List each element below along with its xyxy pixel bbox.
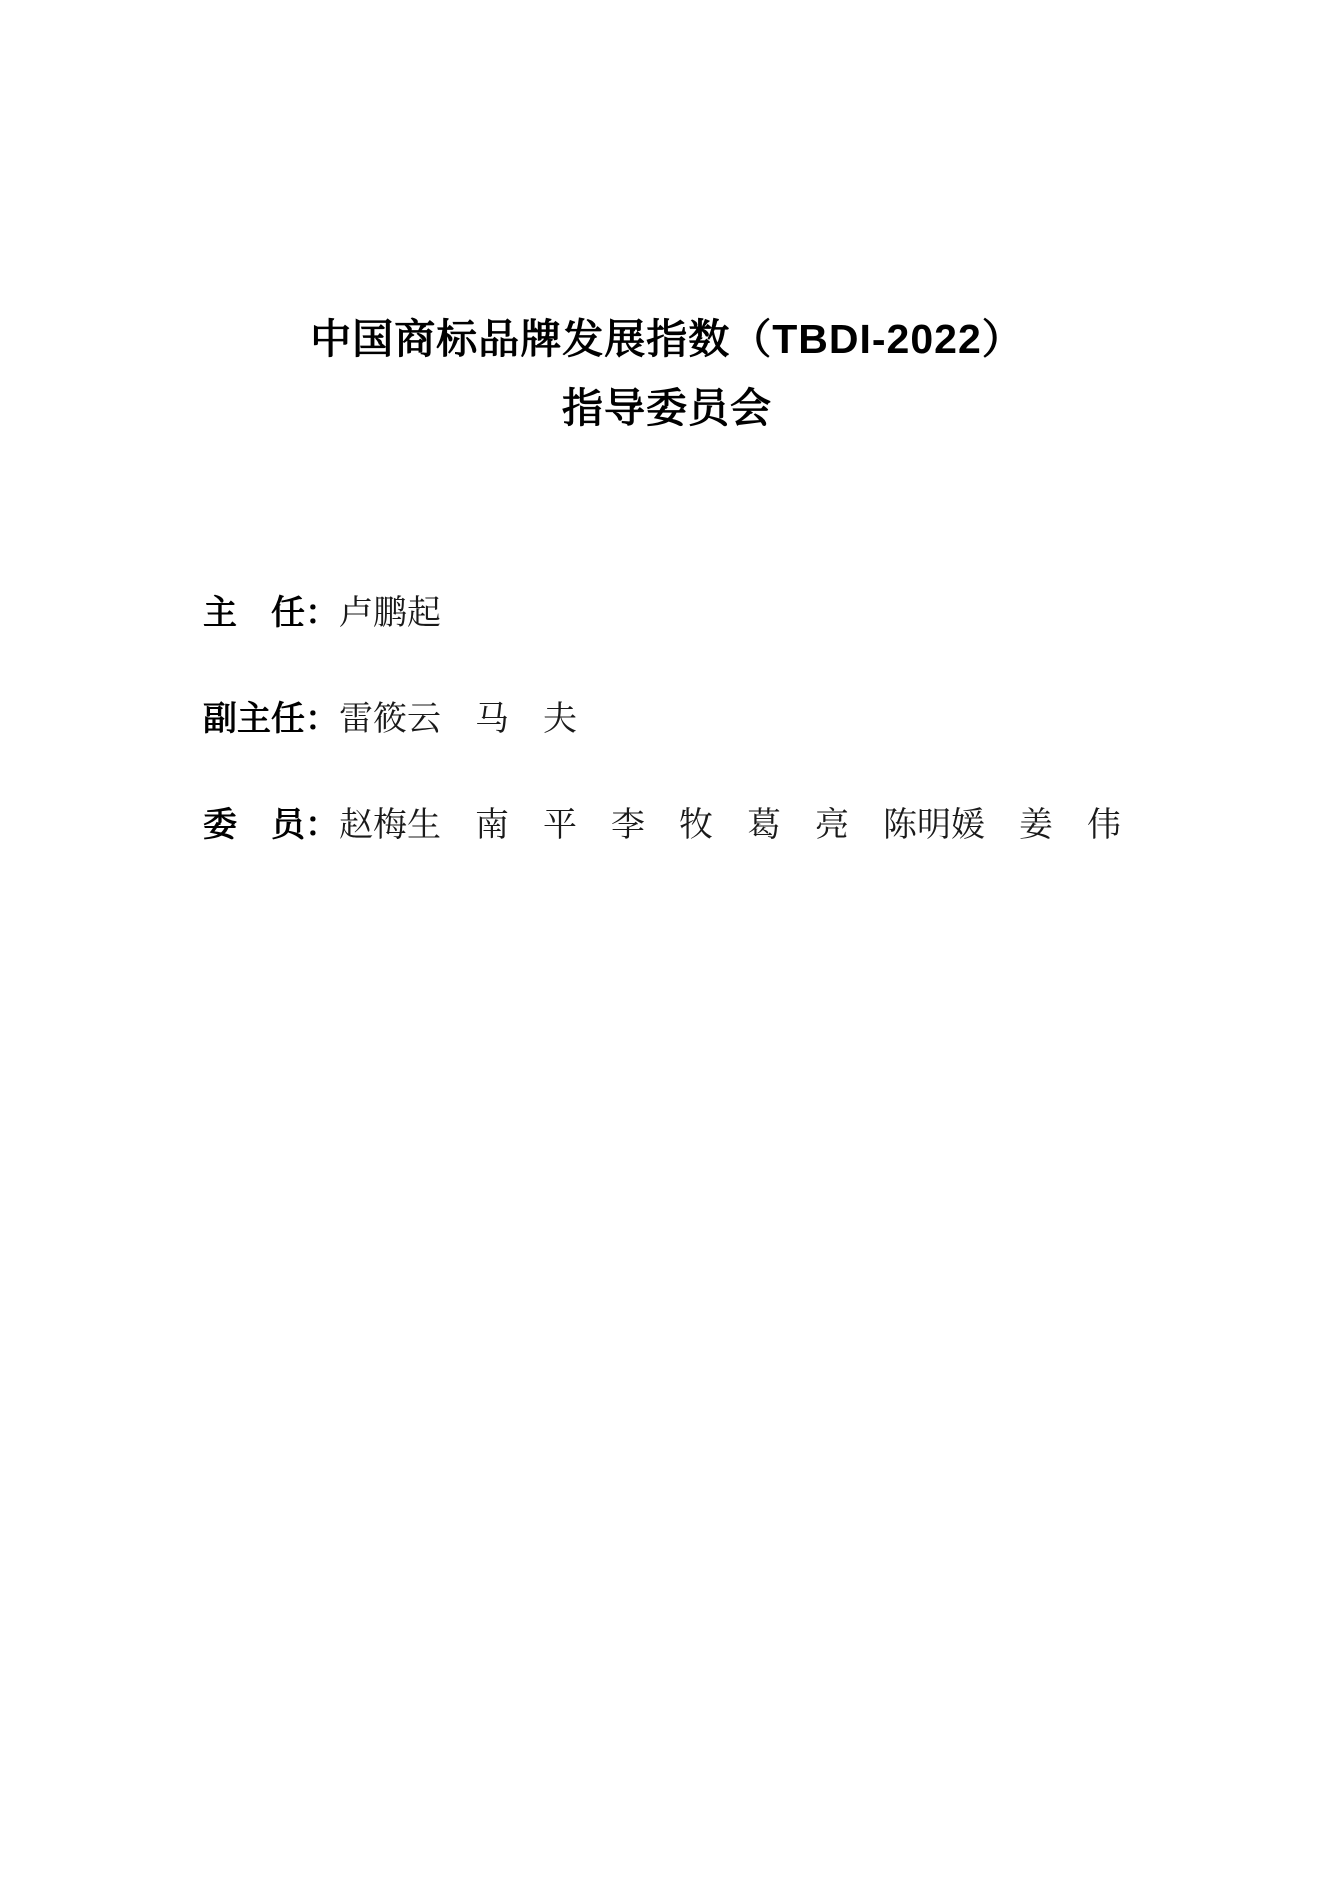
- role-label-members: 委 员：: [203, 806, 339, 844]
- title-line-1: 中国商标品牌发展指数（TBDI-2022）: [310, 316, 1024, 362]
- role-label-vice-chairman: 副主任：: [203, 700, 339, 738]
- role-row-members: [203, 805, 1334, 846]
- role-names-vice-chairman: 雷筱云 马 夫: [339, 699, 577, 739]
- committee-roles: [203, 593, 1334, 846]
- role-names-chairman: 卢鹏起: [339, 593, 441, 633]
- role-row-vice-chairman: [203, 699, 1334, 740]
- role-row-chairman: [203, 593, 1334, 634]
- role-names-members: 赵梅生 南 平 李 牧 葛 亮 陈明媛 姜 伟: [339, 805, 1121, 845]
- document-title: [0, 0, 1334, 443]
- role-label-chairman: 主 任：: [203, 594, 339, 632]
- title-line-2: 指导委员会: [562, 385, 772, 431]
